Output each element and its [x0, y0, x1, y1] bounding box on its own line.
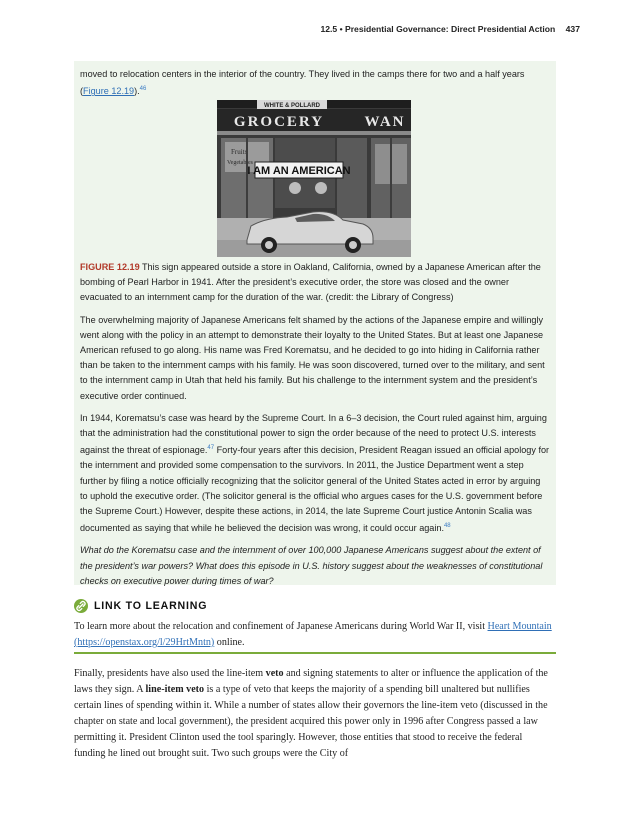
photo-window-text-2: Vegetables — [227, 160, 253, 166]
figure-link[interactable]: Figure 12.19 — [83, 86, 135, 97]
footnote-ref-48[interactable]: 48 — [443, 523, 451, 530]
heart-mountain-link[interactable]: Heart Mountain (https://openstax.org/l/29HrtMntn) — [74, 621, 552, 648]
link-to-learning-text: To learn more about the relocation and confinement of Japanese Americans during World War II, visit Heart Mountain (https://openstax.org/l/29HrtMntn) online. — [74, 621, 552, 648]
photo-sign-top: WHITE & POLLARD — [264, 103, 320, 109]
feature-box — [74, 61, 556, 585]
link-to-learning-title: LINK TO LEARNING — [94, 600, 208, 612]
term-line-item-veto: line-item veto — [145, 684, 205, 695]
section-divider — [74, 652, 556, 654]
grocery-store-photo — [217, 100, 411, 257]
intro-paragraph: moved to relocation centers in the interior of the country. They lived in the camps there for two and a half years (Figure 12.19).$^{46}$ — [80, 69, 525, 97]
running-header — [320, 24, 580, 34]
paragraph-korematsu: The overwhelming majority of Japanese Americans felt shamed by the actions of the Japanese empire and willingly went along with the policy in an attempt to demonstrate their loyalty to the United States. But at least one Japanese American refused to go along. His name was Fred Korematsu, and he decided to go into hiding in California rather than be taken to the internment camps with his family. He was soon discovered, turned over to the military, and sent to the internment camp in Utah that held his family. But his challenge to the internment system and the president’s executive order continued. — [80, 314, 545, 401]
page-number: 437 — [565, 24, 580, 34]
critical-thinking-question: What do the Korematsu case and the internment of over 100,000 Japanese Americans suggest about the extent of the president’s war powers? What does this episode in U.S. history suggest about the weaknesses of constitutional checks on executive power during times of war? — [80, 545, 543, 586]
paragraph-supreme-court: In 1944, Korematsu’s case was heard by the Supreme Court. In a 6–3 decision, the Court ruled against him, arguing that the administration had the constitutional power to sign the order because of the need to protect U.S. interests against the threat of espionage.$^{47}$ Forty-four years after this decision, President Reagan issued an official apology for the internment and provided some compensation to the survivors. In 2011, the Justice Department went a step further by filing a notice officially recognizing that the solicitor general of the United States acted in error by arguing to uphold the executive order. (The solicitor general is the official who argues cases for the U.S. government before the Supreme Court.) However, despite these actions, in 2014, the late Supreme Court justice Antonin Scalia was documented as saying that while he believed the decision was wrong, it could occur again.$^{48}$ — [80, 412, 550, 534]
photo-sign-store: GROCERY — [233, 114, 325, 130]
photo-window-text: Fruits — [231, 148, 248, 156]
footnote-ref-47[interactable]: 47 — [207, 445, 215, 452]
term-veto: veto — [265, 668, 284, 679]
section-title: 12.5 • Presidential Governance: Direct Presidential Action — [320, 24, 556, 34]
figure-photo — [217, 100, 411, 257]
photo-banner: I AM AN AMERICAN — [247, 165, 351, 177]
line-item-veto-paragraph: Finally, presidents have also used the line-item veto and signing statements to alter or influence the application of the laws they sign. A line-item veto is a type of veto that keeps the majority of a spending bill unaltered but nullifies certain lines of spending within it. While a number of states allow their governors the line-item veto (discussed in the chapter on state and local government), the president acquired this power only in 1996 after Congress passed a law permitting it. President Clinton used the tool sparingly. However, those entities that stood to receive the federal funding he lined out brought suit. Two such groups were the City of — [74, 668, 548, 759]
link-to-learning-heading — [74, 598, 207, 614]
photo-sign-store-right: WAN — [364, 114, 406, 130]
link-icon — [74, 599, 88, 613]
figure-label: FIGURE 12.19 — [80, 262, 140, 272]
figure-caption: FIGURE 12.19 This sign appeared outside a store in Oakland, California, owned by a Japanese American after the bombing of Pearl Harbor in 1941. After the president’s executive order, the store was closed and the owner evacuated to an internment camp for the duration of the war. (credit: the Library of Congress) — [80, 262, 541, 303]
footnote-ref[interactable]: 46 — [139, 86, 147, 93]
